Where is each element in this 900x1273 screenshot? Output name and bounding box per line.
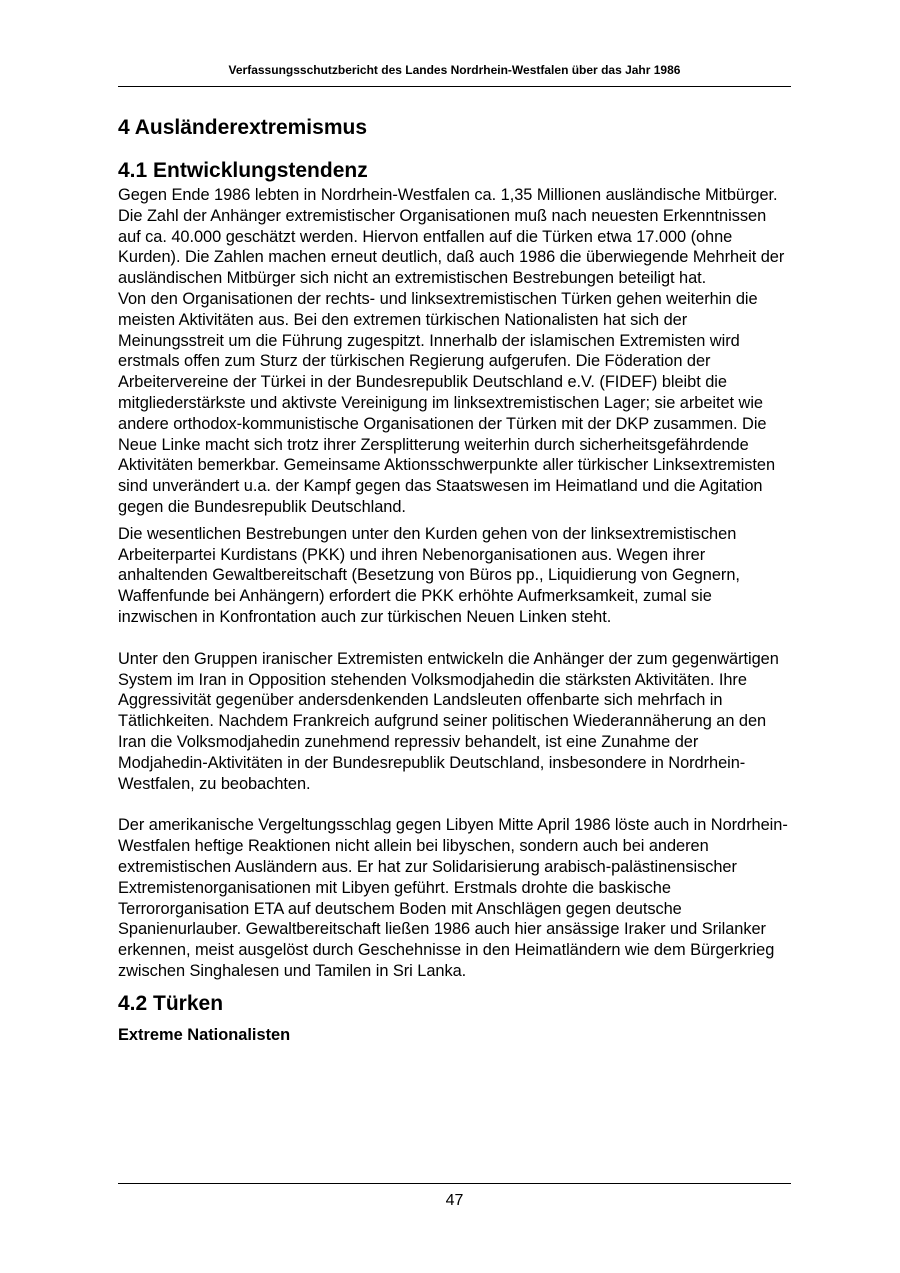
header-divider — [118, 86, 791, 87]
paragraph: Von den Organisationen der rechts- und linksextremistischen Türken gehen weiterhin die meisten Aktivitäten aus. Bei den extremen türkischen Nationalisten hat sich der Meinungsstreit um die Führung zugespitzt. Innerhalb der islamischen Extremisten wird erstmals offen zum Sturz der türkischen Regierung aufgerufen. Die Föderation der Arbeitervereine der Türkei in der Bundesrepublik Deutschland e.V. (FIDEF) bleibt die mitgliederstärkste und aktivste Vereinigung im linksextremistischen Lager; sie arbeitet wie andere orthodox-kommunistische Organisationen der Türken mit der DKP zusammen. Die Neue Linke macht sich trotz ihrer Zersplitterung weiterhin durch sicherheitsgefährdende Aktivitäten bemerkbar. Gemeinsame Aktionsschwerpunkte aller türkischer Linksextremisten sind unverändert u.a. der Kampf gegen das Staatswesen im Heimatland und die Agitation gegen die Bundesrepublik Deutschland. — [118, 289, 776, 516]
page-number: 47 — [445, 1192, 464, 1209]
paragraph: Gegen Ende 1986 lebten in Nordrhein-Westfalen ca. 1,35 Millionen ausländische Mitbürger. Die Zahl der Anhänger extremistischer Organisationen muß nach neuesten Erkenntnissen auf ca. 40.000 geschätzt werden. Hiervon entfallen auf die Türken etwa 17.000 (ohne Kurden). Die Zahlen machen erneut deutlich, daß auch 1986 die überwiegende Mehrheit der ausländischen Mitbürger sich nicht an extremistischen Bestrebungen beteiligt hat. — [118, 186, 785, 288]
subheading: Extreme Nationalisten — [118, 1025, 291, 1044]
paragraph: Unter den Gruppen iranischer Extremisten entwickeln die Anhänger der zum gegenwärtigen System im Iran in Opposition stehenden Volksmodjahedin die stärksten Aktivitäten. Ihre Aggressivität gegenüber andersdenkenden Landsleuten offenbarte sich mehrfach in Tätlichkeiten. Nachdem Frankreich aufgrund seiner politischen Wiederannäherung an den Iran die Volksmodjahedin zunehmend repressiv behandelt, ist eine Zunahme der Modjahedin-Aktivitäten in der Bundesrepublik Deutschland, insbesondere in Nordrhein-Westfalen, zu beobachten. — [118, 649, 779, 793]
running-header: Verfassungsschutzbericht des Landes Nordrhein-Westfalen über das Jahr 1986 — [228, 63, 681, 77]
section-title-4-2: 4.2 Türken — [118, 991, 224, 1015]
page-content — [118, 114, 791, 1046]
chapter-title: 4 Ausländerextremismus — [118, 116, 367, 139]
footer-divider — [118, 1183, 791, 1184]
paragraph: Die wesentlichen Bestrebungen unter den Kurden gehen von der linksextremistischen Arbeiterpartei Kurdistans (PKK) und ihren Nebenorganisationen aus. Wegen ihrer anhaltenden Gewaltbereitschaft (Besetzung von Büros pp., Liquidierung von Gegnern, Waffenfunde bei Anhängern) erfordert die PKK erhöhte Aufmerksamkeit, zumal sie inzwischen in Konfrontation auch zur türkischen Neuen Linken steht. — [118, 524, 740, 626]
section-title-4-1: 4.1 Entwicklungstendenz — [118, 159, 368, 182]
paragraph: Der amerikanische Vergeltungsschlag gegen Libyen Mitte April 1986 löste auch in Nordrhein-Westfalen heftige Reaktionen nicht allein bei libyschen, sondern auch bei anderen extremistischen Ausländern aus. Er hat zur Solidarisierung arabisch-palästinensischer Extremistenorganisationen mit Libyen geführt. Erstmals drohte die baskische Terrororganisation ETA auf deutschem Boden mit Anschlägen gegen deutsche Spanienurlauber. Gewaltbereitschaft ließen 1986 auch hier ansässige Iraker und Srilanker erkennen, meist ausgelöst durch Geschehnisse in den Heimatländern wie dem Bürgerkrieg zwischen Singhalesen und Tamilen in Sri Lanka. — [118, 816, 788, 980]
